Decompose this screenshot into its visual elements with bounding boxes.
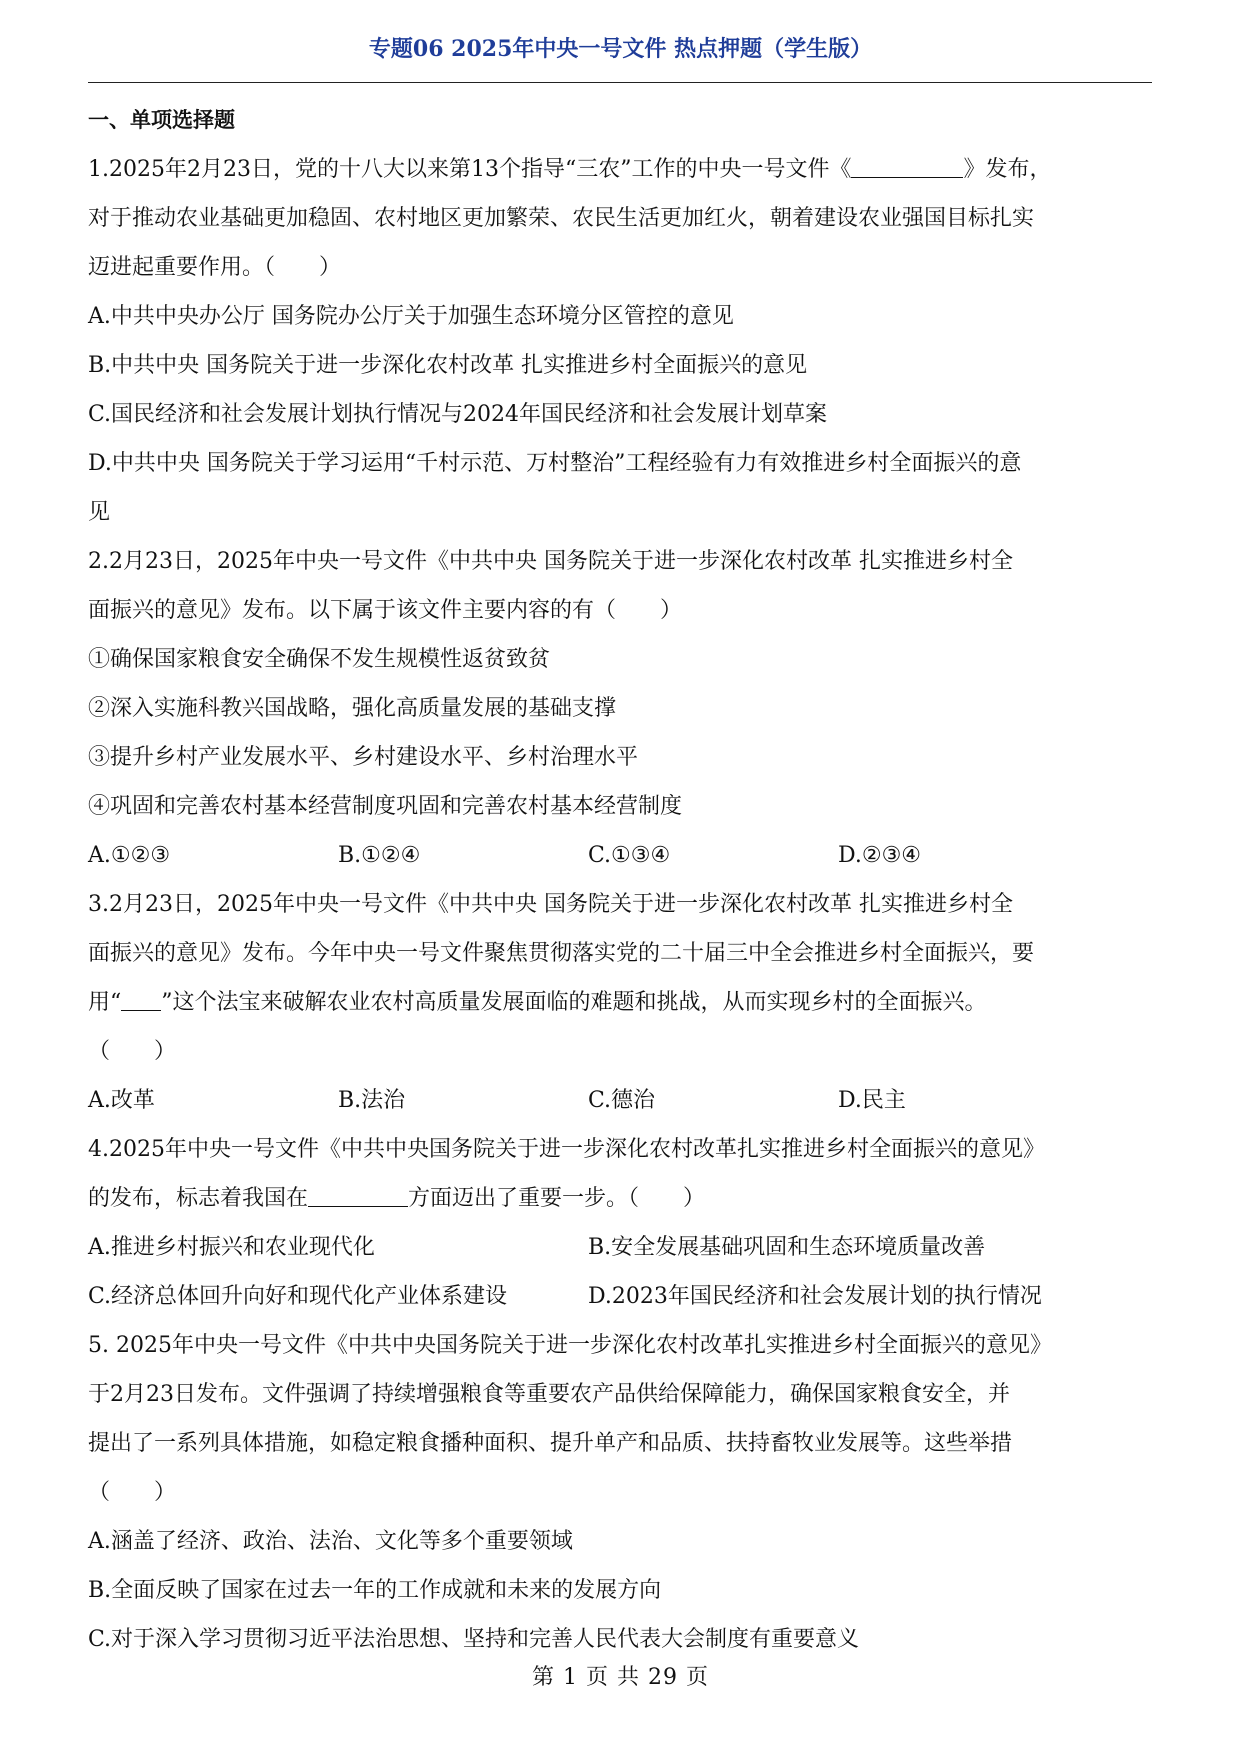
q4-option-a: A.推进乡村振兴和农业现代化 [88,1235,375,1260]
q2-option-c: C.①③④ [588,843,671,868]
q3-option-a: A.改革 [88,1088,155,1113]
q2-item-2: ②深入实施科教兴国战略，强化高质量发展的基础支撑 [88,696,617,721]
q1-line-3: 迈进起重要作用。（ ） [88,255,342,280]
document-body [88,96,1152,1664]
q2-line-2: 面振兴的意见》发布。以下属于该文件主要内容的有（ ） [88,598,683,623]
q4-option-c: C.经济总体回升向好和现代化产业体系建设 [88,1284,508,1309]
q5-line-2: 于2月23日发布。文件强调了持续增强粮食等重要农产品供给保障能力，确保国家粮食安全，并 [88,1382,1010,1407]
q3-option-c: C.德治 [588,1088,656,1113]
q2-item-3: ③提升乡村产业发展水平、乡村建设水平、乡村治理水平 [88,745,639,770]
page-title: 专题06 2025年中央一号文件 热点押题（学生版） [368,36,873,62]
q1-line-1: 1.2025年2月23日，党的十八大以来第13个指导“三农”工作的中央一号文件《 》发布， [88,157,1052,182]
q2-option-a: A.①②③ [88,843,171,868]
q3-line-3: 用“ ”这个法宝来破解农业农村高质量发展面临的难题和挑战，从而实现乡村的全面振兴。 [88,990,987,1015]
answer-blank [121,988,161,1011]
q5-line-3: 提出了一系列具体措施，如稳定粮食播种面积、提升单产和品质、扶持畜牧业发展等。这些举措 [88,1431,1013,1456]
q2-item-1: ①确保国家粮食安全确保不发生规模性返贫致贫 [88,647,551,672]
q5-option-a: A.涵盖了经济、政治、法治、文化等多个重要领域 [88,1529,573,1554]
section-title: 一、单项选择题 [88,108,235,132]
q3-line-2: 面振兴的意见》发布。今年中央一号文件聚焦贯彻落实党的二十届三中全会推进乡村全面振兴，要 [88,941,1035,966]
q1-option-a: A.中共中央办公厅 国务院办公厅关于加强生态环境分区管控的意见 [88,304,734,329]
q4-line-2: 的发布，标志着我国在 方面迈出了重要一步。（ ） [88,1186,706,1211]
answer-blank [851,155,963,178]
q3-options [88,1076,1152,1125]
q4-options-row-1 [88,1223,1152,1272]
q2-item-4: ④巩固和完善农村基本经营制度巩固和完善农村基本经营制度 [88,794,683,819]
q3-line-4: （ ） [88,1039,177,1064]
q4-option-b: B.安全发展基础巩固和生态环境质量改善 [588,1235,986,1260]
q1-line-2: 对于推动农业基础更加稳固、农村地区更加繁荣、农民生活更加红火，朝着建设农业强国目标扎实 [88,206,1035,231]
q3-line-1: 3.2月23日，2025年中央一号文件《中共中央 国务院关于进一步深化农村改革 扎实推进乡村全 [88,892,1013,917]
q5-option-b: B.全面反映了国家在过去一年的工作成就和未来的发展方向 [88,1578,662,1603]
page-number: 第 1 页 共 29 页 [531,1665,710,1690]
q1-option-d-cont: 见 [88,500,111,525]
q2-line-1: 2.2月23日，2025年中央一号文件《中共中央 国务院关于进一步深化农村改革 扎实推进乡村全 [88,549,1013,574]
q4-option-d: D.2023年国民经济和社会发展计划的执行情况 [588,1284,1042,1309]
q5-option-c: C.对于深入学习贯彻习近平法治思想、坚持和完善人民代表大会制度有重要意义 [88,1627,860,1652]
q3-option-b: B.法治 [338,1088,406,1113]
q1-option-b: B.中共中央 国务院关于进一步深化农村改革 扎实推进乡村全面振兴的意见 [88,353,808,378]
q1-option-d: D.中共中央 国务院关于学习运用“千村示范、万村整治”工程经验有力有效推进乡村全面振兴的意 [88,451,1022,476]
header-divider [88,82,1152,83]
q2-option-d: D.②③④ [838,843,922,868]
q5-line-1: 5. 2025年中央一号文件《中共中央国务院关于进一步深化农村改革扎实推进乡村全面振兴的意见》 [88,1333,1052,1358]
q1-option-c: C.国民经济和社会发展计划执行情况与2024年国民经济和社会发展计划草案 [88,402,828,427]
q4-options-row-2 [88,1272,1152,1321]
answer-blank [308,1184,408,1207]
q3-option-d: D.民主 [838,1088,906,1113]
q2-options [88,831,1152,880]
q5-line-4: （ ） [88,1480,177,1505]
q4-line-1: 4.2025年中央一号文件《中共中央国务院关于进一步深化农村改革扎实推进乡村全面振兴的意见》 [88,1137,1045,1162]
q2-option-b: B.①②④ [338,843,421,868]
